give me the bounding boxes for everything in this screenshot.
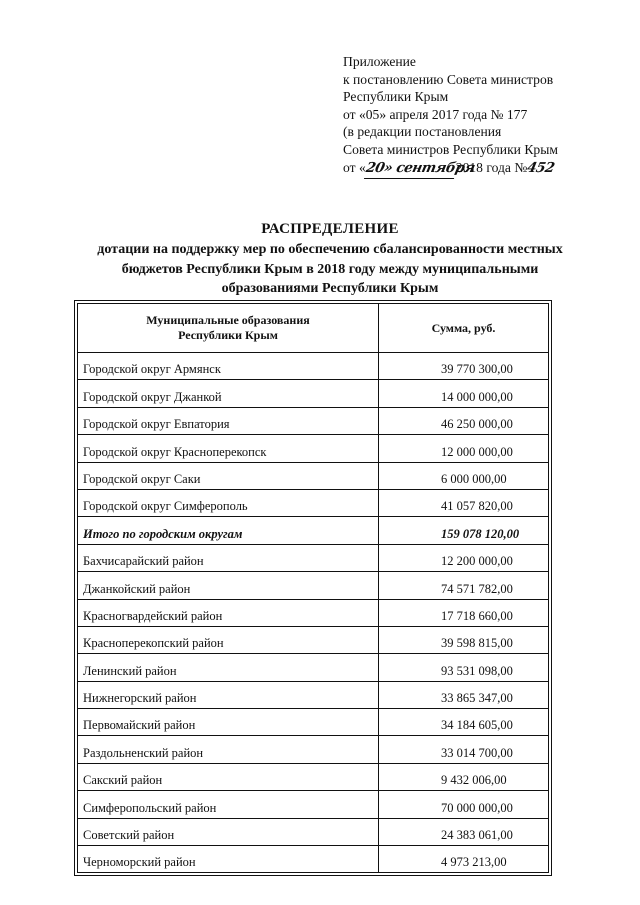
title-line: бюджетов Республики Крым в 2018 году между муниципальными bbox=[121, 261, 539, 277]
row-amount: 12 000 000,00 bbox=[379, 435, 549, 462]
appendix-header bbox=[343, 53, 558, 178]
row-name: Бахчисарайский район bbox=[78, 544, 379, 571]
row-name: Городской округ Евпатория bbox=[78, 407, 379, 434]
title-line: дотации на поддержку мер по обеспечению сбалансированности местных bbox=[97, 242, 563, 257]
header-municipality-line: Республики Крым bbox=[178, 328, 278, 342]
row-name: Симферопольский район bbox=[78, 791, 379, 818]
row-amount: 93 531 098,00 bbox=[379, 654, 549, 681]
row-name: Красноперекопский район bbox=[78, 626, 379, 653]
row-amount: 4 973 213,00 bbox=[379, 846, 549, 873]
appendix-line: от «05» апреля 2017 года № 177 bbox=[343, 106, 528, 122]
row-name: Раздольненский район bbox=[78, 736, 379, 763]
row-name: Городской округ Красноперекопск bbox=[78, 435, 379, 462]
appendix-line: Приложение bbox=[343, 54, 416, 69]
document-title bbox=[60, 219, 600, 298]
row-amount: 6 000 000,00 bbox=[379, 462, 549, 489]
table-row bbox=[78, 489, 549, 516]
handwritten-date: 20» сентября bbox=[364, 160, 458, 179]
row-name: Красногвардейский район bbox=[78, 599, 379, 626]
amendment-year: 2018 года № bbox=[455, 159, 528, 175]
table-row bbox=[78, 407, 549, 434]
row-amount: 34 184 605,00 bbox=[379, 709, 549, 736]
distribution-table bbox=[77, 303, 549, 873]
row-name: Черноморский район bbox=[78, 846, 379, 873]
appendix-line: к постановлению Совета министров bbox=[343, 71, 554, 87]
table-row bbox=[78, 599, 549, 626]
appendix-line: Совета министров Республики Крым bbox=[343, 141, 558, 157]
row-amount: 46 250 000,00 bbox=[379, 407, 549, 434]
subtotal-amount: 159 078 120,00 bbox=[379, 517, 549, 544]
row-name: Сакский район bbox=[78, 763, 379, 790]
row-name: Джанкойский район bbox=[78, 572, 379, 599]
row-name: Городской округ Симферополь bbox=[78, 489, 379, 516]
table-row bbox=[78, 654, 549, 681]
row-name: Первомайский район bbox=[78, 709, 379, 736]
row-amount: 12 200 000,00 bbox=[379, 544, 549, 571]
row-name: Советский район bbox=[78, 818, 379, 845]
table-row bbox=[78, 572, 549, 599]
table-row bbox=[78, 763, 549, 790]
row-amount: 39 770 300,00 bbox=[379, 353, 549, 380]
row-name: Городской округ Армянск bbox=[78, 353, 379, 380]
appendix-line: (в редакции постановления bbox=[343, 124, 502, 140]
table-row bbox=[78, 846, 549, 873]
row-amount: 9 432 006,00 bbox=[379, 763, 549, 790]
table-row bbox=[78, 709, 549, 736]
amendment-prefix: от « bbox=[343, 159, 366, 175]
table-row bbox=[78, 681, 549, 708]
table-row bbox=[78, 791, 549, 818]
table-row bbox=[78, 736, 549, 763]
row-amount: 33 014 700,00 bbox=[379, 736, 549, 763]
subtotal-label: Итого по городским округам bbox=[78, 517, 379, 544]
row-amount: 70 000 000,00 bbox=[379, 791, 549, 818]
header-municipality bbox=[78, 304, 379, 353]
table-row bbox=[78, 626, 549, 653]
row-name: Городской округ Саки bbox=[78, 462, 379, 489]
table-header-row bbox=[78, 304, 549, 353]
handwritten-number: 452 bbox=[525, 159, 557, 176]
table-row bbox=[78, 818, 549, 845]
table-row bbox=[78, 380, 549, 407]
table-row bbox=[78, 353, 549, 380]
row-name: Ленинский район bbox=[78, 654, 379, 681]
title-line: образованиями Республики Крым bbox=[221, 281, 439, 296]
table-row bbox=[78, 462, 549, 489]
header-municipality-line: Муниципальные образования bbox=[146, 313, 310, 327]
row-amount: 33 865 347,00 bbox=[379, 681, 549, 708]
subtotal-row bbox=[78, 517, 549, 544]
header-amount: Сумма, руб. bbox=[379, 304, 549, 353]
row-amount: 24 383 061,00 bbox=[379, 818, 549, 845]
table-row bbox=[78, 544, 549, 571]
row-name: Нижнегорский район bbox=[78, 681, 379, 708]
row-amount: 41 057 820,00 bbox=[379, 489, 549, 516]
row-amount: 74 571 782,00 bbox=[379, 572, 549, 599]
amendment-date-line bbox=[343, 159, 558, 179]
row-amount: 39 598 815,00 bbox=[379, 626, 549, 653]
row-name: Городской округ Джанкой bbox=[78, 380, 379, 407]
title-main: РАСПРЕДЕЛЕНИЕ bbox=[261, 221, 399, 237]
row-amount: 17 718 660,00 bbox=[379, 599, 549, 626]
row-amount: 14 000 000,00 bbox=[379, 380, 549, 407]
appendix-line: Республики Крым bbox=[343, 89, 449, 105]
table-row bbox=[78, 435, 549, 462]
